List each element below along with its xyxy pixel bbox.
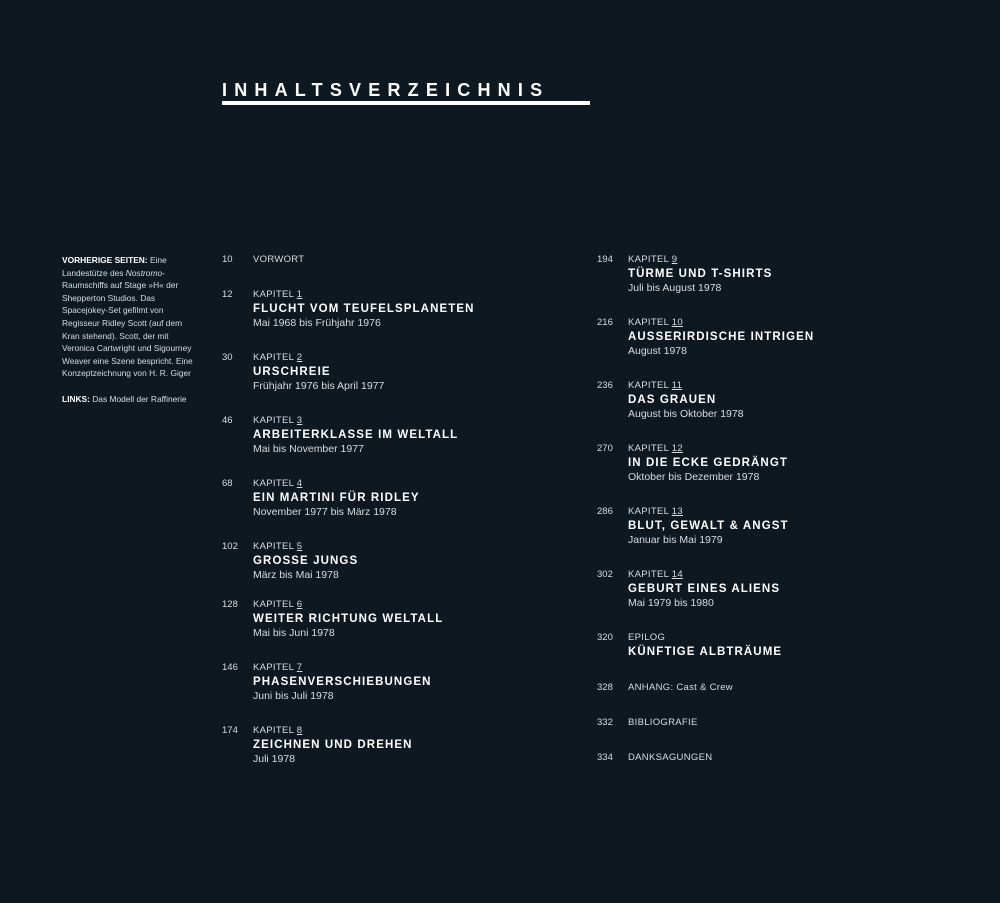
toc-label bbox=[628, 682, 733, 694]
toc-page-number: 328 bbox=[597, 682, 613, 693]
chapter-dates: Frühjahr 1976 bis April 1977 bbox=[253, 380, 385, 392]
toc-page-number: 174 bbox=[222, 725, 238, 736]
kapitel-word: KAPITEL bbox=[253, 725, 294, 736]
toc-chapter-label bbox=[253, 289, 302, 301]
chapter-title: AUSSERIRDISCHE INTRIGEN bbox=[628, 331, 815, 343]
chapter-number: 14 bbox=[671, 569, 683, 580]
chapter-dates: August 1978 bbox=[628, 345, 687, 357]
toc-page-number: 320 bbox=[597, 632, 613, 643]
chapter-title: WEITER RICHTUNG WELTALL bbox=[253, 613, 444, 625]
kapitel-word: KAPITEL bbox=[253, 478, 294, 489]
chapter-number: 9 bbox=[671, 254, 678, 265]
page-title: INHALTSVERZEICHNIS bbox=[222, 80, 550, 100]
toc-label: DANKSAGUNGEN bbox=[628, 752, 713, 763]
caption-previous-pages bbox=[62, 254, 200, 380]
kapitel-word: KAPITEL bbox=[253, 662, 294, 673]
kapitel-word: KAPITEL bbox=[253, 599, 294, 610]
toc-page-number: 334 bbox=[597, 752, 613, 763]
kapitel-word: KAPITEL bbox=[253, 352, 294, 363]
caption-prev-text-1: Eine Landestütze des bbox=[62, 255, 167, 278]
toc-label: VORWORT bbox=[253, 254, 305, 265]
chapter-title: EIN MARTINI FÜR RIDLEY bbox=[253, 492, 420, 504]
chapter-dates: Mai bis November 1977 bbox=[253, 443, 364, 455]
toc-page-number: 194 bbox=[597, 254, 613, 265]
title-underline bbox=[222, 101, 590, 105]
chapter-number: 11 bbox=[671, 380, 683, 391]
chapter-dates: Mai 1968 bis Frühjahr 1976 bbox=[253, 317, 381, 329]
toc-chapter-label bbox=[253, 352, 302, 364]
caption-left bbox=[62, 393, 200, 406]
chapter-number: 3 bbox=[296, 415, 303, 426]
chapter-number: 7 bbox=[296, 662, 303, 673]
chapter-title: DAS GRAUEN bbox=[628, 394, 717, 406]
chapter-number: 13 bbox=[671, 506, 683, 517]
caption-prev-label: VORHERIGE SEITEN: bbox=[62, 255, 148, 265]
toc-chapter-label bbox=[253, 415, 302, 427]
kapitel-word: KAPITEL bbox=[628, 317, 669, 328]
toc-chapter-label bbox=[253, 662, 302, 674]
toc-page-number: 302 bbox=[597, 569, 613, 580]
toc-chapter-label bbox=[253, 478, 302, 490]
caption-left-label: LINKS: bbox=[62, 393, 90, 404]
chapter-title: FLUCHT VOM TEUFELSPLANETEN bbox=[253, 303, 475, 315]
toc-page-number: 216 bbox=[597, 317, 613, 328]
chapter-number: 6 bbox=[296, 599, 303, 610]
chapter-title: PHASENVERSCHIEBUNGEN bbox=[253, 676, 432, 688]
chapter-title: URSCHREIE bbox=[253, 366, 331, 378]
caption-prev-italic: Nostromo bbox=[125, 267, 163, 278]
chapter-title: IN DIE ECKE GEDRÄNGT bbox=[628, 457, 789, 469]
toc-page-number: 68 bbox=[222, 478, 233, 489]
toc-page-number: 102 bbox=[222, 541, 238, 552]
chapter-dates: November 1977 bis März 1978 bbox=[253, 506, 397, 518]
chapter-dates: Januar bis Mai 1979 bbox=[628, 534, 723, 546]
toc-label: EPILOG bbox=[628, 632, 666, 643]
chapter-dates: Oktober bis Dezember 1978 bbox=[628, 471, 760, 483]
chapter-title: GEBURT EINES ALIENS bbox=[628, 583, 781, 595]
chapter-number: 2 bbox=[296, 352, 303, 363]
toc-page-number: 10 bbox=[222, 254, 233, 265]
toc-page-number: 146 bbox=[222, 662, 238, 673]
kapitel-word: KAPITEL bbox=[253, 541, 294, 552]
chapter-title: BLUT, GEWALT & ANGST bbox=[628, 520, 789, 532]
kapitel-word: KAPITEL bbox=[253, 289, 294, 300]
chapter-number: 8 bbox=[296, 725, 303, 736]
chapter-dates: August bis Oktober 1978 bbox=[628, 408, 744, 420]
image-caption bbox=[62, 254, 200, 419]
chapter-dates: Juni bis Juli 1978 bbox=[253, 690, 334, 702]
chapter-dates: Mai 1979 bis 1980 bbox=[628, 597, 714, 609]
toc-page-number: 332 bbox=[597, 717, 613, 728]
toc-chapter-label bbox=[253, 541, 302, 553]
chapter-number: 10 bbox=[671, 317, 683, 328]
epilog-title: KÜNFTIGE ALBTRÄUME bbox=[628, 646, 783, 658]
chapter-dates: Juli bis August 1978 bbox=[628, 282, 722, 294]
kapitel-word: KAPITEL bbox=[253, 415, 294, 426]
toc-chapter-label bbox=[628, 506, 683, 518]
toc-chapter-label bbox=[628, 569, 683, 581]
toc-label: BIBLIOGRAFIE bbox=[628, 717, 698, 728]
chapter-number: 4 bbox=[296, 478, 303, 489]
toc-page-number: 30 bbox=[222, 352, 233, 363]
toc-page-number: 236 bbox=[597, 380, 613, 391]
chapter-number: 5 bbox=[296, 541, 303, 552]
chapter-number: 12 bbox=[671, 443, 683, 454]
kapitel-word: KAPITEL bbox=[628, 443, 669, 454]
kapitel-word: KAPITEL bbox=[628, 569, 669, 580]
toc-page-number: 286 bbox=[597, 506, 613, 517]
toc-chapter-label bbox=[628, 380, 682, 392]
toc-page-number: 128 bbox=[222, 599, 238, 610]
chapter-dates: März bis Mai 1978 bbox=[253, 569, 339, 581]
caption-left-text: Das Modell der Raffinerie bbox=[89, 393, 187, 404]
chapter-title: ZEICHNEN UND DREHEN bbox=[253, 739, 413, 751]
chapter-title: ARBEITERKLASSE IM WELTALL bbox=[253, 429, 459, 441]
chapter-number: 1 bbox=[296, 289, 303, 300]
chapter-title: TÜRME UND T-SHIRTS bbox=[628, 268, 773, 280]
toc-chapter-label bbox=[628, 443, 683, 455]
chapter-dates: Mai bis Juni 1978 bbox=[253, 627, 335, 639]
chapter-dates: Juli 1978 bbox=[253, 753, 296, 765]
toc-page-number: 12 bbox=[222, 289, 233, 300]
toc-chapter-label bbox=[253, 599, 302, 611]
kapitel-word: KAPITEL bbox=[628, 254, 669, 265]
toc-page-number: 270 bbox=[597, 443, 613, 454]
toc-chapter-label bbox=[628, 317, 683, 329]
toc-page-number: 46 bbox=[222, 415, 233, 426]
kapitel-word: KAPITEL bbox=[628, 380, 669, 391]
anhang-label: ANHANG: bbox=[628, 682, 674, 693]
anhang-text: Cast & Crew bbox=[673, 682, 733, 693]
toc-chapter-label bbox=[628, 254, 677, 266]
toc-chapter-label bbox=[253, 725, 302, 737]
kapitel-word: KAPITEL bbox=[628, 506, 669, 517]
caption-prev-text-2: -Raumschiffs auf Stage »H« der Shepperton Studios. Das Spacejokey-Set gefilmt von Regisseur Ridley Scott (auf dem Kran stehend). Scott, der mit Veronica Cartwright und Sigourney Weaver eine Szene bespricht. Eine Konzeptzeichnung von H. R. Giger bbox=[62, 267, 193, 379]
chapter-title: GROSSE JUNGS bbox=[253, 555, 359, 567]
